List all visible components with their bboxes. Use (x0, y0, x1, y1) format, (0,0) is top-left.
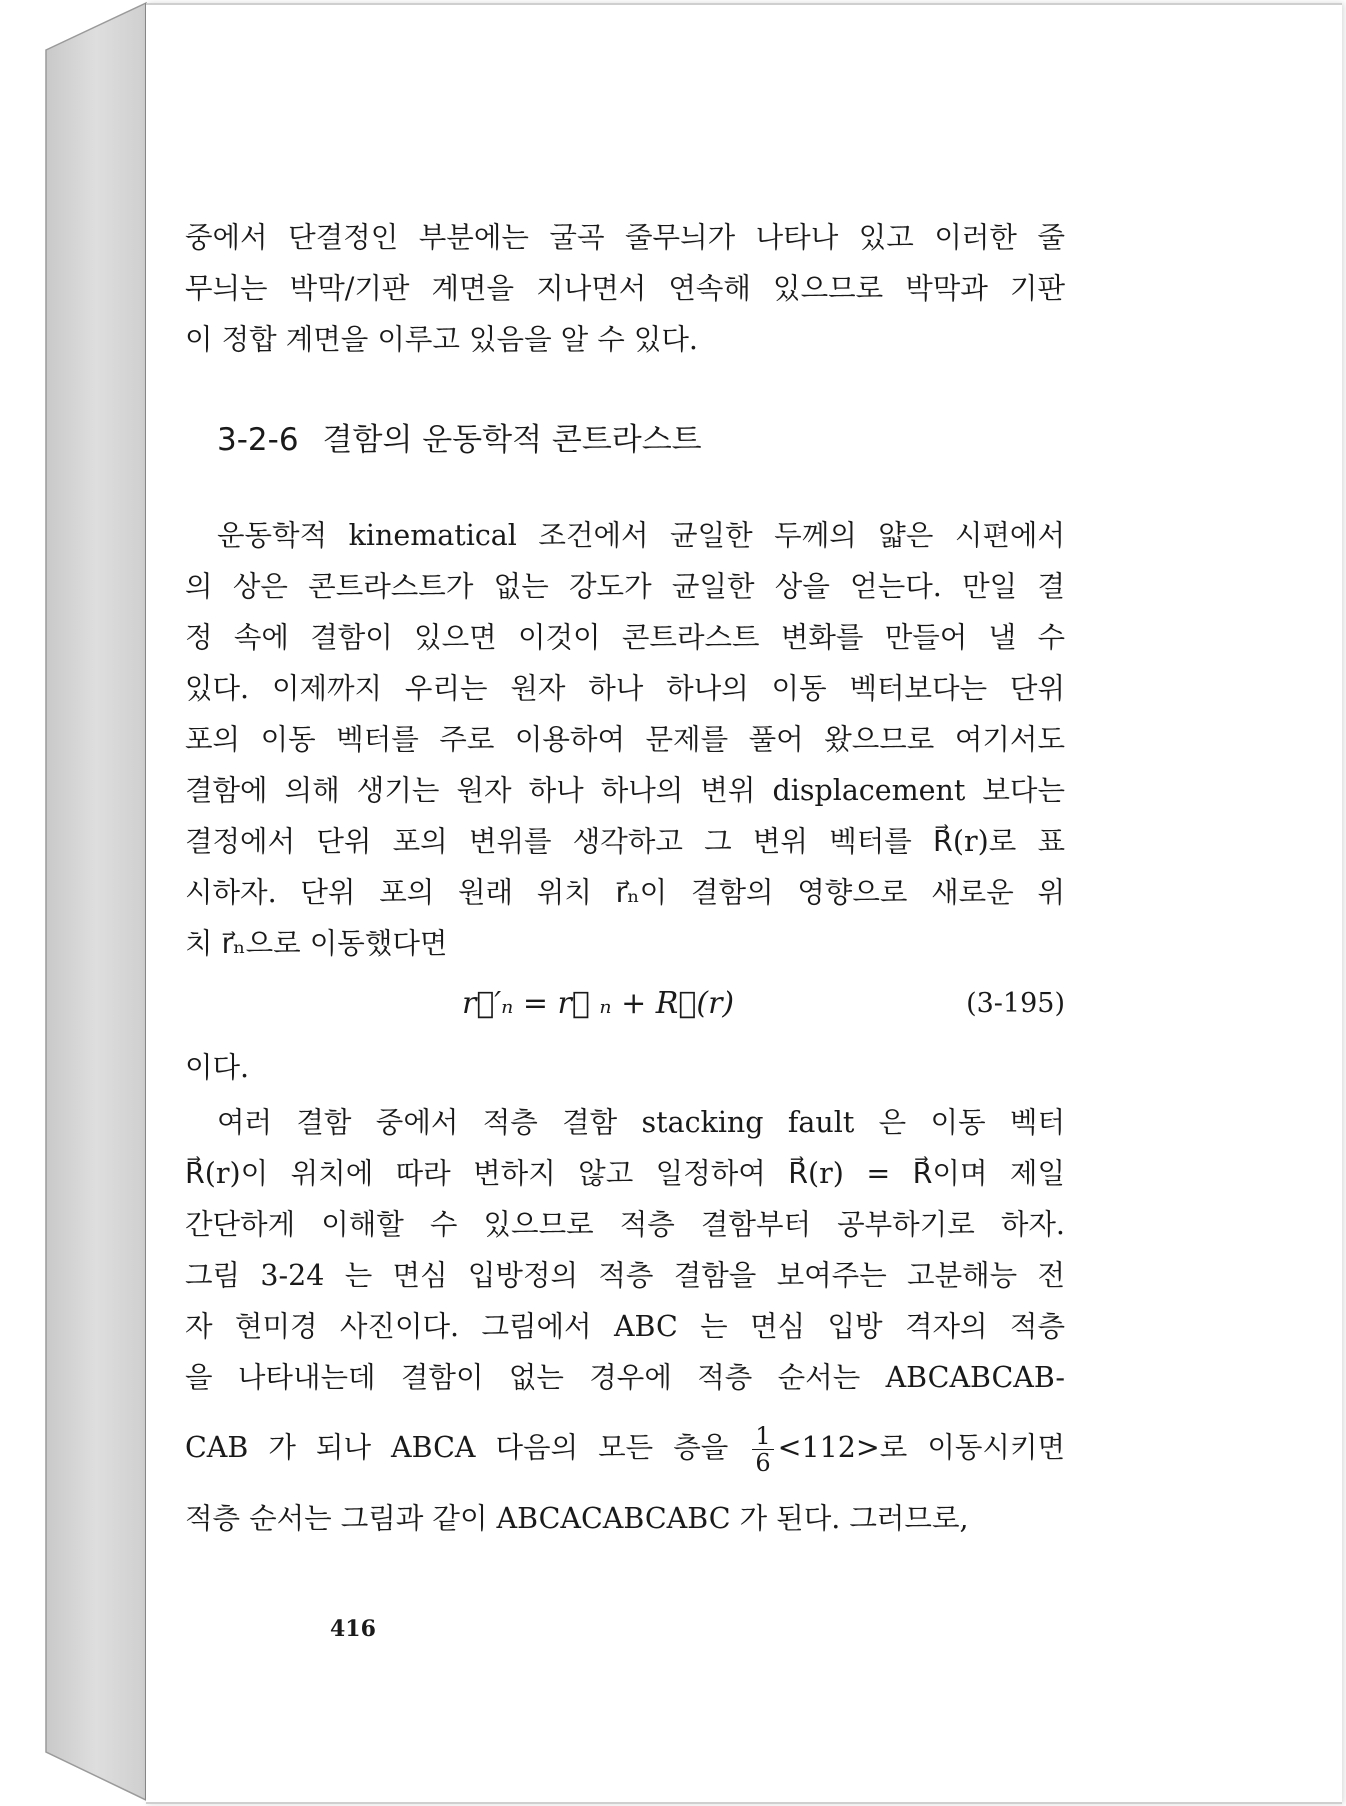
text-line: 치 r⃗ₙ으로 이동했다면 (185, 927, 448, 960)
equation-number: (3-195) (966, 988, 1065, 1019)
text-line-with-fraction (185, 1403, 1065, 1493)
fraction-denominator: 6 (755, 1449, 771, 1477)
text-line: 무늬는 박막/기판 계면을 지나면서 연속해 있으므로 박막과 기판 (185, 272, 1065, 305)
text-line: 의 상은 콘트라스트가 없는 강도가 균일한 상을 얻는다. 만일 결 (185, 570, 1065, 603)
text-line: 정 속에 결함이 있으면 이것이 콘트라스트 변화를 만들어 낼 수 (185, 621, 1065, 654)
fraction-numerator: 1 (752, 1423, 773, 1450)
section-heading (217, 415, 1065, 466)
text-line: 적층 순서는 그림과 같이 ABCACABCABC 가 된다. 그러므로, (185, 1502, 969, 1535)
text-line: 그림 3-24 는 면심 입방정의 적층 결함을 보여주는 고분해능 전 (185, 1259, 1065, 1292)
text-line: 결함에 의해 생기는 원자 하나 하나의 변위 displacement 보다는 (185, 774, 1065, 807)
paragraph-3 (185, 1097, 1065, 1544)
paragraph-1 (185, 212, 1065, 365)
text-line: 운동학적 kinematical 조건에서 균일한 두께의 얇은 시편에서 (217, 519, 1065, 552)
fraction (752, 1423, 773, 1476)
text-line: 을 나타내는데 결함이 없는 경우에 적층 순서는 ABCABCAB- (185, 1361, 1065, 1394)
equation-body: r⃗′ₙ = r⃗ ₙ + R⃗(r) (462, 986, 735, 1021)
text-line: 중에서 단결정인 부분에는 굴곡 줄무늬가 나타나 있고 이러한 줄 (185, 221, 1065, 254)
text-line: 시하자. 단위 포의 원래 위치 r⃗ₙ이 결함의 영향으로 새로운 위 (185, 876, 1065, 909)
page-number: 416 (330, 1616, 376, 1642)
text-line: 결정에서 단위 포의 변위를 생각하고 그 변위 벡터를 R⃗(r)로 표 (185, 825, 1065, 858)
text-line: 자 현미경 사진이다. 그림에서 ABC 는 면심 입방 격자의 적층 (185, 1310, 1065, 1343)
text-line: 간단하게 이해할 수 있으므로 적층 결함부터 공부하기로 하자. (185, 1208, 1065, 1241)
page-content (185, 212, 1065, 1544)
text-line: 포의 이동 벡터를 주로 이용하여 문제를 풀어 왔으므로 여기서도 (185, 723, 1065, 756)
equation-3-195 (185, 969, 1065, 1039)
fraction-line-before: CAB 가 되나 ABCA 다음의 모든 층을 (185, 1431, 729, 1464)
text-line: 여러 결함 중에서 적층 결함 stacking fault 은 이동 벡터 (217, 1106, 1065, 1139)
text-line: 이다. (185, 1051, 250, 1084)
fraction-line-after: <112>로 이동시키면 (777, 1431, 1066, 1464)
section-number: 3-2-6 (217, 422, 299, 458)
section-title: 결함의 운동학적 콘트라스트 (322, 422, 702, 458)
text-line: 이 정합 계면을 이루고 있음을 알 수 있다. (185, 323, 698, 356)
text-line: R⃗(r)이 위치에 따라 변하지 않고 일정하여 R⃗(r) = R⃗이며 제일 (185, 1157, 1065, 1190)
text-line: 있다. 이제까지 우리는 원자 하나 하나의 이동 벡터보다는 단위 (185, 672, 1065, 705)
paragraph-2 (185, 510, 1065, 969)
